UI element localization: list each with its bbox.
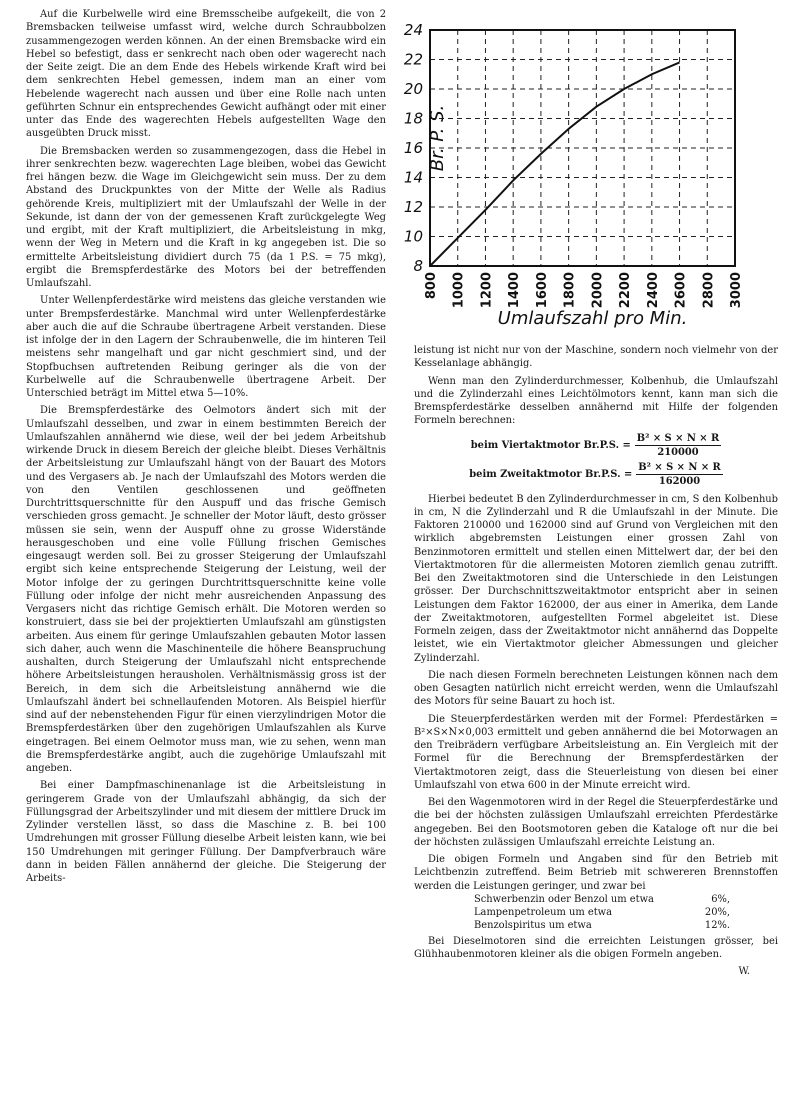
chart-svg: [390, 8, 790, 338]
x-tick-label: 800: [424, 272, 439, 300]
y-tick-label: 20: [403, 80, 423, 98]
y-tick-label: 12: [403, 198, 423, 216]
x-tick-label: 2800: [701, 272, 717, 309]
y-tick-label: 14: [403, 168, 423, 187]
paragraph: Bei einer Dampfmaschinenanlage ist die Arbeitsleistung in geringerem Grade von der Umlaufszahl abhängig, da sich der Füllungsgrad der Arbeitszylinder und mit diesem der mittlere Druck im Zylinder verstellen lässt, so dass die Maschine z. B. bei 100 Umdrehungen mit grosser Füllung dieselbe Arbeit leisten kann, wie bei 150 Umdrehungen mit geringer Füllung. Der Dampfverbrauch wäre dann in beiden Fällen annähernd der gleiche. Die Steigerung der Arbeits-: [26, 780, 386, 884]
y-tick-label: 10: [403, 227, 423, 246]
x-tick-label: 2200: [618, 272, 634, 309]
paragraph: Die Bremspferdestärke des Oelmotors ändert sich mit der Umlaufszahl desselben, und zwar in einem bestimmten Bereich der Umlaufszahlen annähernd wie diese, weil der bei jedem Arbeitshub wirkende Druck in diesem Bereich der gleiche bleibt. Dieses Verhältnis der Arbeitsleistung zur Umlaufszahl hängt von der Bauart des Motors und des Vergasers ab. Je nach der Umlaufszahl des Motors werden die von den Ventilen geschlossenen und geöffneten Durchtrittsquerschnitte für den Auspuff und das frische Gemisch verschieden gross gemacht. Je schneller der Motor läuft, desto grösser müssen sie sein, wenn der Auspuff ohne zu grosse Widerstände herausgeschoben und eine volle Füllung frischen Gemisches eingesaugt werden soll. Bei zu grosser Steigerung der Umlaufszahl ergibt sich keine entsprechende Steigerung der Leistung, weil der Motor infolge der zu geringen Durchtrittsquerschnitte keine volle Füllung oder infolge der nicht mehr ausreichenden Anpassung des Vergasers nicht das richtige Gemisch erhält. Die Motoren werden so konstruiert, dass sie bei der projektierten Umlaufszahl am günstigsten arbeiten. Aus einem für geringe Umlaufszahlen gebauten Motor lassen sich daher, auch wenn die Maschinenteile die höhere Beanspruchung aushalten, durch Steigerung der Umlaufszahl nicht entsprechende höhere Arbeitsleistungen herausholen. Verhältnismässig gross ist der Bereich, in dem sich die Arbeitsleistung annähernd wie die Umlaufszahl ändert bei schnellaufenden Motoren. Als Beispiel hierfür sind auf der nebenstehenden Figur für einen vierzylindrigen Motor die Bremspferdestärken über den zugehörigen Umlaufszahlen als Kurve eingetragen. Bei einem Oelmotor muss man, wie zu sehen, wenn man die Bremspferdestärke angibt, auch die zugehörige Umlaufszahl mit angeben.: [26, 405, 386, 774]
fuel-pct: 12%.: [704, 920, 730, 932]
paragraph: Hierbei bedeutet B den Zylinderdurchmesser in cm, S den Kolbenhub in cm, N die Zylinderzahl und R die Umlaufszahl in der Minute. Die Faktoren 210000 und 162000 sind auf Grund von Vergleichen mit den wirklich abgebremsten Leistungen einer grossen Zahl von Benzinmotoren ermittelt und stellen einen Mittelwert dar, der bei den Viertaktmotoren für die allermeisten Motoren ziemlich genau zutrifft. Bei den Zweitaktmotoren sind die Unterschiede in den Leistungen grösser. Der Durchschnittszweitaktmotor entspricht aber in seinen Leistungen dem Faktor 162000, der aus einer in Amerika, dem Lande der Zweitaktmotoren, aufgestellten Formel abgeleitet ist. Diese Formeln zeigen, dass der Zweitaktmotor nicht annähernd das Doppelte leistet, wie ein Viertaktmotor gleicher Abmessungen und gleicher Zylinderzahl.: [414, 493, 778, 664]
fuel-name: Lampenpetroleum um etwa: [474, 907, 613, 918]
formula-label: beim Viertaktmotor Br.P.S. =: [470, 439, 631, 451]
paragraph: leistung ist nicht nur von der Maschine, sondern noch vielmehr von der Kesselanlage abhängig.: [414, 345, 778, 370]
formula-fraction: [635, 432, 722, 460]
paragraph: Die obigen Formeln und Angaben sind für den Betrieb mit Leichtbenzin zutreffend. Beim Betrieb mit schwereren Brennstoffen werden die Leistungen geringer, und zwar bei: [414, 854, 778, 892]
formula-fraction: [636, 461, 723, 489]
series-line: [430, 62, 680, 266]
formula-label: beim Zweitaktmotor Br.P.S. =: [469, 469, 633, 481]
left-column: [26, 8, 386, 889]
paragraph: Bei Dieselmotoren sind die erreichten Leistungen grösser, bei Glühhaubenmotoren kleiner als die obigen Formeln angeben.: [414, 935, 778, 960]
formula-denominator: 162000: [658, 476, 701, 488]
fuel-row: [474, 906, 730, 919]
paragraph: Die nach diesen Formeln berechneten Leistungen können nach dem oben Gesagten natürlich nicht erreicht werden, wenn die Umlaufszahl des Motors für seine Bauart zu hoch ist.: [414, 669, 778, 708]
y-tick-label: 18: [403, 109, 423, 128]
paragraph: Wenn man den Zylinderdurchmesser, Kolbenhub, die Umlaufszahl und die Zylinderzahl eines Leichtölmotors kennt, kann man sich die Bremspferdestärke desselben annähernd mit Hilfe der folgenden Formeln berechnen:: [414, 375, 778, 427]
fuel-pct: 6%,: [711, 893, 730, 905]
right-column: [414, 344, 778, 978]
fuel-name: Schwerbenzin oder Benzol um etwa: [474, 893, 654, 905]
x-axis-label: Umlaufszahl pro Min.: [497, 308, 688, 329]
fuel-row: [474, 893, 730, 906]
paragraph: Die Bremsbacken werden so zusammengezogen, dass die Hebel in ihrer senkrechten bezw. wagerechten Lage bleiben, wobei das Gewicht frei hängen bezw. die Wage im Gleichgewicht sein muss. Der zu dem Abstand des Druckpunktes von der Mitte der Welle als Radius gehörende Kreis, multipliziert mit der Umlaufszahl der Welle in der Sekunde, ist dann der von der gemessenen Kraft zurückgelegte Weg und ergibt, mit der Kraft multipliziert, die Arbeitsleistung in mkg, wenn der Weg in Metern und die Kraft in kg angegeben ist. Die so ermittelte Arbeitsleistung dividiert durch 75 (da 1 P.S. = 75 mkg), ergibt die Bremspferdestärke des Motors bei der betreffenden Umlaufszahl.: [26, 145, 386, 289]
formula-viertakt: [414, 432, 778, 460]
signature: W.: [738, 966, 750, 977]
y-tick-label: 8: [413, 257, 423, 275]
y-axis-label: Br. P. S.: [427, 104, 448, 172]
fuel-row: [474, 919, 730, 932]
x-tick-label: 1200: [479, 272, 495, 309]
x-tick-label: 1800: [562, 272, 578, 309]
x-tick-label: 1400: [507, 272, 523, 309]
x-tick-label: 2600: [673, 272, 689, 309]
y-tick-label: 16: [403, 139, 423, 157]
x-tick-label: 1600: [534, 272, 550, 309]
formula-denominator: 210000: [657, 446, 699, 458]
formula-numerator: B² × S × N × R: [635, 432, 722, 446]
formula-zweitakt: [414, 461, 778, 489]
fuel-pct: 20%,: [704, 907, 730, 918]
paragraph: Auf die Kurbelwelle wird eine Bremsscheibe aufgekeilt, die von 2 Bremsbacken teilweise umfasst wird, welche durch Schraubbolzen zusammengezogen werden können. An der einen Bremsbacke wird ein Hebel so befestigt, dass er senkrecht nach oben oder wagerecht nach der Seite zeigt. Die an dem Ende des Hebels wirkende Kraft wird bei dem senkrechten Hebel gemessen, indem man an einer vom Hebelende wagerecht nach aussen und über eine Rolle nach unten geführten Schnur ein entsprechendes Gewicht aufhängt oder mit einer unter das Ende des wagerechten Hebels aufgestellten Wage den ausgeübten Druck misst.: [26, 9, 386, 140]
paragraph: Bei den Wagenmotoren wird in der Regel die Steuerpferdestärke und die bei der höchsten zulässigen Umlaufszahl erreichten Pferdestärke angegeben. Bei den Bootsmotoren geben die Kataloge oft nur die bei der höchsten zulässigen Umlaufszahl erreichte Leistung an.: [414, 797, 778, 848]
x-tick-label: 2000: [590, 272, 606, 309]
y-tick-label: 22: [403, 50, 423, 69]
x-tick-label: 2400: [645, 272, 661, 309]
rpm-power-chart: [390, 8, 790, 338]
formula-numerator: B² × S × N × R: [636, 461, 723, 475]
y-tick-label: 24: [403, 21, 423, 39]
x-tick-label: 1000: [451, 272, 467, 309]
paragraph: Die Steuerpferdestärken werden mit der Formel: Pferdestärken = B²×S×N×0,003 ermittelt und geben annähernd die bei Motorwagen an den Treibrädern verfügbare Arbeitsleistung an. Ein Vergleich mit der Formel für die Berechnung der Bremspferdestärken der Viertaktmotoren zeigt, dass die Steuerleistung von diesen bei einer Umlaufszahl von etwa 600 in der Minute erreicht wird.: [414, 713, 778, 791]
paragraph: Unter Wellenpferdestärke wird meistens das gleiche verstanden wie unter Brempsferdestärke. Manchmal wird unter Wellenpferdestärke aber auch die auf die Schraube übertragene Arbeit verstanden. Diese ist infolge der in den Lagern der Schraubenwelle, die im hinteren Teil meistens sehr mangelhaft und gar nicht geschmiert sind, und der Stopfbuchsen auftretenden Reibung geringer als die von der Kurbelwelle auf die Schraubenwelle übertragene Arbeit. Der Unterschied beträgt im Mittel etwa 5—10%.: [26, 295, 386, 399]
fuel-name: Benzolspiritus um etwa: [474, 920, 592, 932]
x-tick-label: 3000: [729, 272, 744, 309]
